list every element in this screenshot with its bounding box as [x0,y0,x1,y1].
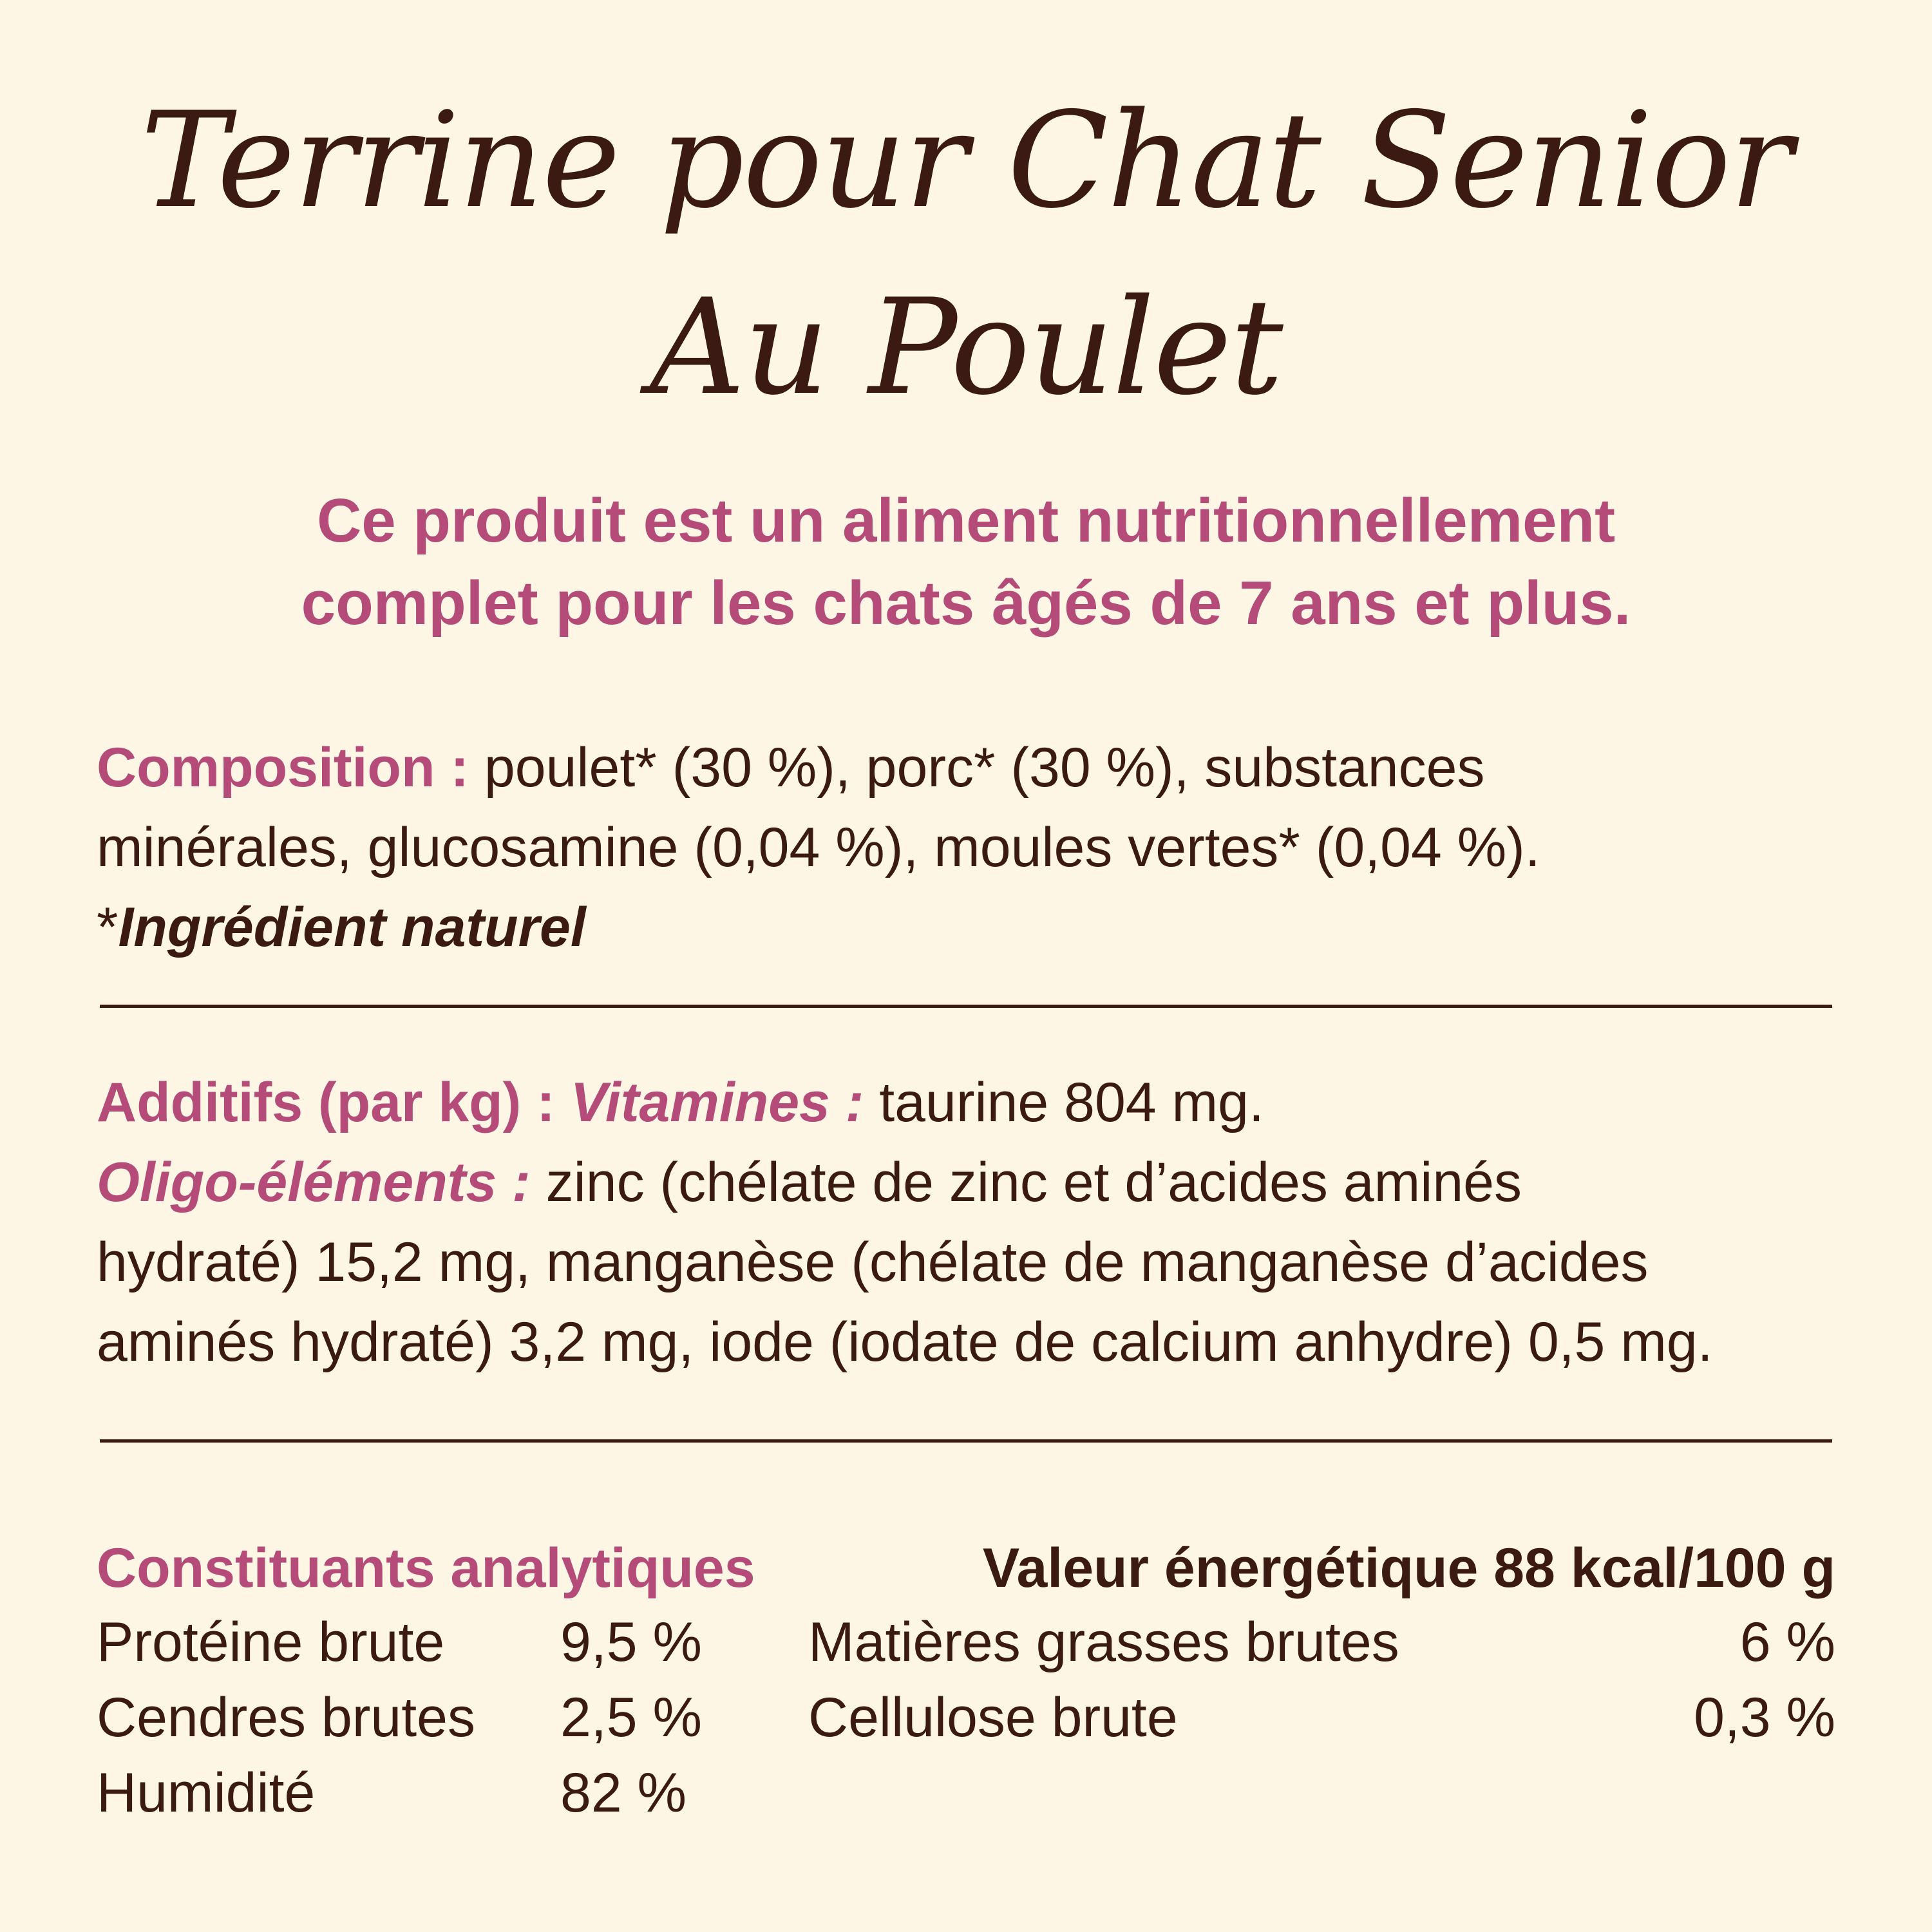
energy-value: Valeur énergétique 88 kcal/100 g [982,1537,1835,1599]
vitamins-text: taurine 804 mg. [864,1072,1264,1133]
composition-label: Composition : [97,737,469,799]
product-title [0,68,1932,441]
composition-footnote [97,887,1835,967]
additives-section [97,1063,1835,1382]
composition-text-1: poulet* (30 %), porc* (30 %), substances [469,737,1485,799]
additives-line-1 [97,1063,1835,1142]
constituent-value: 9,5 % [560,1611,702,1673]
product-title-line-2: Au Poulet [650,271,1282,424]
constituent-value: 6 % [1739,1611,1835,1673]
vitamins-label: Vitamines : [570,1072,864,1133]
additives-line-4: aminés hydraté) 3,2 mg, iode (iodate de calcium anhydre) 0,5 mg. [97,1311,1713,1373]
composition-section [97,728,1835,967]
additives-line-3: hydraté) 15,2 mg, manganèse (chélate de manganèse d’acides [97,1231,1649,1293]
composition-line-1 [97,728,1835,808]
product-title-line-1: Terrine pour Chat Senior [140,84,1792,238]
constituent-name: Protéine brute [97,1611,445,1673]
constituent-name: Cellulose brute [808,1687,1178,1748]
section-divider [100,1005,1832,1008]
analytical-label: Constituants analytiques [97,1537,755,1599]
trace-elements-text: zinc (chélate de zinc et d’acides aminés [530,1151,1522,1213]
product-description-line-2: complet pour les chats âgés de 7 ans et plus. [301,569,1631,638]
additives-label: Additifs (par kg) : [97,1072,555,1133]
product-description-line-1: Ce produit est un aliment nutritionnellement [316,486,1616,555]
section-divider [100,1439,1832,1443]
trace-elements-label: Oligo-éléments : [97,1151,531,1213]
constituent-value: 0,3 % [1694,1687,1835,1748]
constituent-value: 2,5 % [560,1687,702,1748]
footnote-mark: * [97,896,118,958]
composition-line-2: minérales, glucosamine (0,04 %), moules vertes* (0,04 %). [97,817,1540,878]
constituent-name: Cendres brutes [97,1687,475,1748]
constituent-name: Humidité [97,1762,316,1824]
additives-line-2 [97,1142,1835,1222]
footnote-text: Ingrédient naturel [118,896,586,958]
constituent-name: Matières grasses brutes [808,1611,1399,1673]
product-description [0,480,1932,645]
constituent-value: 82 % [560,1762,687,1824]
